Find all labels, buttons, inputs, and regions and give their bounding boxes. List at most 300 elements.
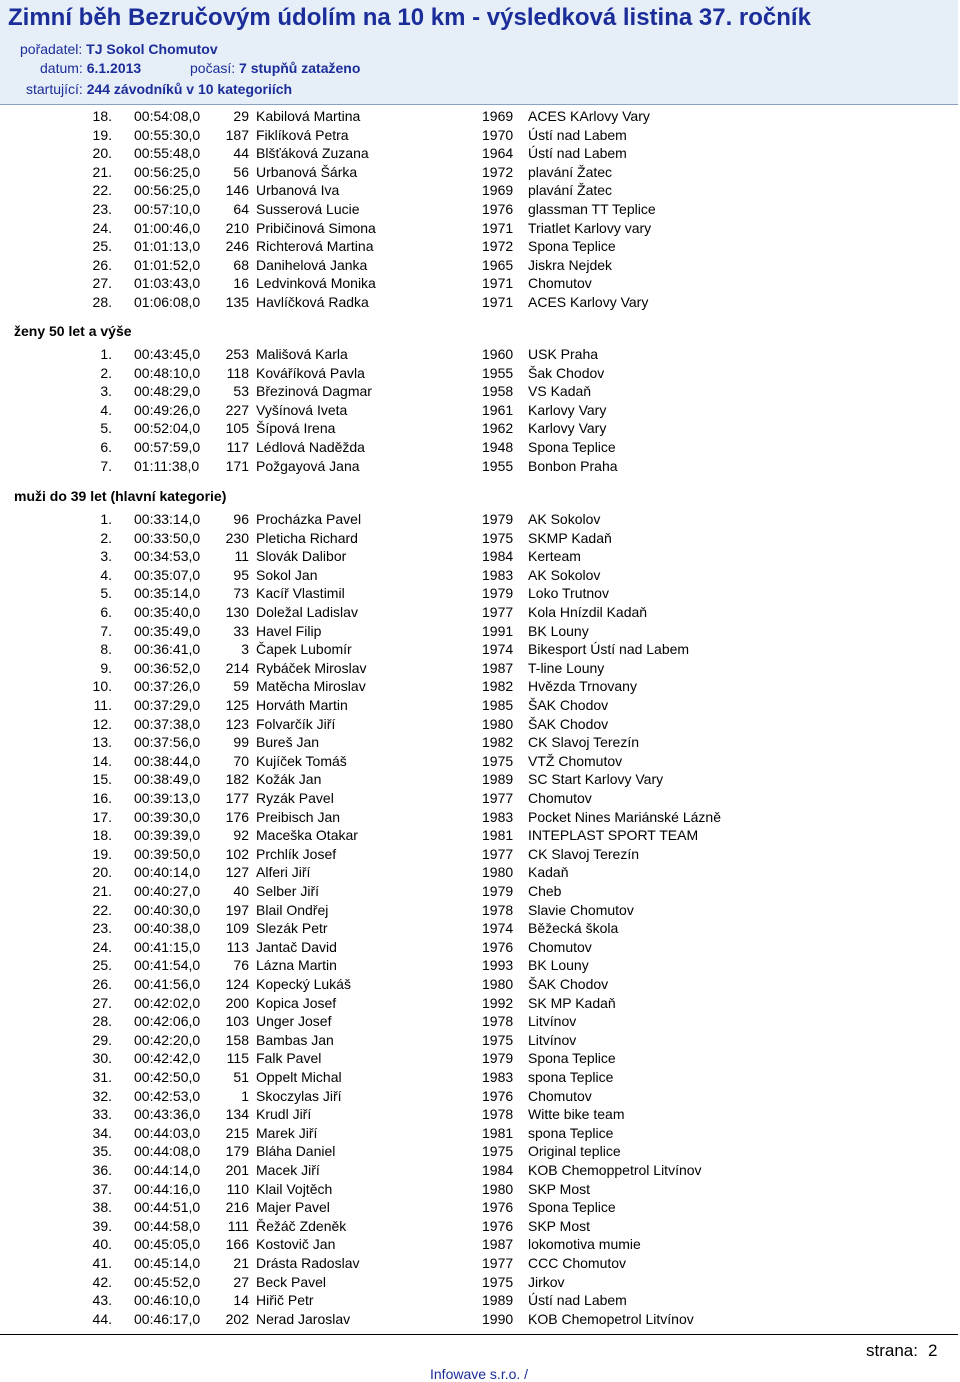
cell-club: AK Sokolov <box>528 511 601 527</box>
cell-rank: 3. <box>100 383 112 400</box>
cell-time: 00:37:29,0 <box>134 697 201 713</box>
cell-name: Horváth Martin <box>256 697 348 713</box>
date-value: 6.1.2013 <box>86 60 142 76</box>
cell-birth-year: 1975 <box>482 1273 514 1290</box>
cell-bib: 227 <box>225 401 249 418</box>
cell-rank: 26. <box>92 256 112 273</box>
cell-name: Kopica Josef <box>256 994 337 1011</box>
cell-time: 00:42:50,0 <box>134 1069 201 1085</box>
cell-rank: 16. <box>92 790 112 806</box>
cell-rank: 22. <box>92 901 112 918</box>
cell-rank: 6. <box>100 439 112 455</box>
cell-birth-year: 1987 <box>482 1236 514 1253</box>
result-row <box>0 716 960 734</box>
cell-birth-year: 1978 <box>482 1106 514 1123</box>
cell-club: ACES Karlovy Vary <box>528 294 649 310</box>
organizer-label: pořadatel: <box>20 41 83 57</box>
cell-time: 00:55:30,0 <box>134 126 201 143</box>
cell-time: 00:43:45,0 <box>134 346 201 362</box>
cell-time: 00:35:14,0 <box>134 585 201 602</box>
cell-birth-year: 1980 <box>482 976 514 992</box>
cell-birth-year: 1948 <box>482 439 514 455</box>
cell-name: Březinová Dagmar <box>256 383 372 400</box>
cell-birth-year: 1978 <box>482 901 514 918</box>
cell-birth-year: 1980 <box>482 864 514 881</box>
cell-club: Ústí nad Labem <box>528 1292 627 1309</box>
cell-birth-year: 1982 <box>482 678 514 695</box>
cell-bib: 215 <box>225 1124 249 1141</box>
cell-rank: 21. <box>92 883 112 899</box>
cell-birth-year: 1976 <box>482 1087 514 1104</box>
results-header <box>0 0 958 105</box>
cell-bib: 253 <box>225 346 249 362</box>
cell-name: Sokol Jan <box>256 566 318 583</box>
cell-name: Selber Jiří <box>256 883 320 899</box>
result-row <box>0 678 960 696</box>
cell-birth-year: 1976 <box>482 1199 514 1216</box>
cell-rank: 5. <box>100 420 112 437</box>
cell-time: 00:39:13,0 <box>134 790 201 806</box>
cell-name: Vyšínová Iveta <box>256 401 348 418</box>
cell-rank: 11. <box>93 697 112 713</box>
cell-club: Chomutov <box>528 938 592 955</box>
cell-birth-year: 1981 <box>482 1124 514 1141</box>
cell-name: Čapek Lubomír <box>256 641 352 658</box>
cell-bib: 99 <box>233 734 249 751</box>
cell-rank: 35. <box>92 1143 112 1160</box>
cell-time: 00:44:08,0 <box>134 1143 201 1160</box>
footer-credit: Infowave s.r.o. / <box>430 1366 529 1382</box>
cell-rank: 23. <box>92 920 112 937</box>
cell-birth-year: 1972 <box>482 163 514 180</box>
cell-club: Original teplice <box>528 1143 621 1160</box>
footer-divider <box>0 1334 958 1335</box>
cell-time: 00:45:05,0 <box>134 1236 201 1253</box>
cell-rank: 24. <box>92 219 112 236</box>
result-row <box>0 920 960 938</box>
cell-time: 00:39:30,0 <box>134 808 201 825</box>
cell-birth-year: 1977 <box>482 604 514 620</box>
cell-bib: 102 <box>225 845 249 862</box>
cell-bib: 201 <box>225 1162 249 1178</box>
cell-time: 01:11:38,0 <box>134 457 200 474</box>
cell-rank: 20. <box>92 864 112 881</box>
result-row <box>0 902 960 920</box>
cell-rank: 18. <box>92 827 112 844</box>
cell-name: Ryzák Pavel <box>256 790 334 806</box>
cell-bib: 64 <box>233 201 249 217</box>
cell-bib: 105 <box>225 420 249 437</box>
result-row <box>0 127 960 145</box>
cell-time: 00:40:30,0 <box>134 901 201 918</box>
result-row <box>0 1050 960 1068</box>
cell-time: 00:52:04,0 <box>134 420 201 437</box>
result-row <box>0 1181 960 1199</box>
cell-club: plavání Žatec <box>528 163 613 180</box>
cell-name: Skoczylas Jiří <box>256 1087 342 1104</box>
cell-bib: 246 <box>225 238 249 255</box>
cell-rank: 30. <box>92 1050 112 1067</box>
cell-time: 01:06:08,0 <box>134 294 201 310</box>
cell-bib: 96 <box>233 511 249 527</box>
cell-name: Preibisch Jan <box>256 808 341 825</box>
cell-birth-year: 1980 <box>482 715 514 732</box>
cell-name: Lédlová Naděžda <box>256 439 365 455</box>
cell-name: Šípová Irena <box>256 420 336 437</box>
cell-rank: 39. <box>92 1217 112 1234</box>
cell-name: Kožák Jan <box>256 771 322 788</box>
cell-time: 01:01:13,0 <box>134 238 201 255</box>
cell-name: Drásta Radoslav <box>256 1255 360 1271</box>
cell-club: Chomutov <box>528 790 592 806</box>
cell-birth-year: 1976 <box>482 201 514 217</box>
cell-rank: 3. <box>100 548 112 565</box>
result-row <box>0 771 960 789</box>
cell-rank: 6. <box>100 604 112 620</box>
cell-bib: 59 <box>233 678 249 695</box>
result-row <box>0 623 960 641</box>
cell-time: 00:43:36,0 <box>134 1106 201 1123</box>
cell-name: Krudl Jiří <box>256 1106 312 1123</box>
cell-bib: 210 <box>225 219 249 236</box>
cell-club: ŠAK Chodov <box>528 715 609 732</box>
cell-rank: 2. <box>100 364 112 381</box>
cell-name: Doležal Ladislav <box>256 604 358 620</box>
cell-bib: 127 <box>225 864 249 881</box>
cell-club: Běžecká škola <box>528 920 619 937</box>
cell-bib: 110 <box>226 1180 249 1197</box>
cell-bib: 187 <box>225 126 249 143</box>
cell-club: Spona Teplice <box>528 238 616 255</box>
result-row <box>0 1255 960 1273</box>
cell-time: 00:42:06,0 <box>134 1013 201 1030</box>
cell-club: Chomutov <box>528 275 592 292</box>
result-row <box>0 275 960 293</box>
weather-label: počasí: <box>190 60 236 76</box>
cell-bib: 179 <box>225 1143 249 1160</box>
cell-birth-year: 1980 <box>482 1180 514 1197</box>
result-row <box>0 257 960 275</box>
cell-bib: 1 <box>241 1087 249 1104</box>
cell-time: 00:37:38,0 <box>134 715 201 732</box>
cell-name: Prchlík Josef <box>256 845 337 862</box>
cell-time: 00:35:49,0 <box>134 622 201 639</box>
cell-club: VTŽ Chomutov <box>528 752 623 769</box>
cell-rank: 27. <box>92 275 112 292</box>
cell-time: 00:46:10,0 <box>134 1292 201 1309</box>
cell-birth-year: 1992 <box>482 994 514 1011</box>
cell-birth-year: 1977 <box>482 790 514 806</box>
result-row <box>0 439 960 457</box>
cell-time: 00:35:07,0 <box>134 566 201 583</box>
cell-time: 00:36:52,0 <box>134 659 201 676</box>
result-row <box>0 883 960 901</box>
cell-club: glassman TT Teplice <box>528 201 656 217</box>
cell-name: Urbanová Šárka <box>256 163 358 180</box>
result-row <box>0 182 960 200</box>
cell-name: Maceška Otakar <box>256 827 358 844</box>
cell-club: Kola Hnízdil Kadaň <box>528 604 648 620</box>
cell-club: KOB Chemopetrol Litvínov <box>528 1310 694 1327</box>
result-row <box>0 220 960 238</box>
result-row <box>0 346 960 364</box>
cell-name: Oppelt Michal <box>256 1069 342 1085</box>
cell-rank: 10. <box>92 678 112 695</box>
cell-bib: 134 <box>225 1106 249 1123</box>
result-row <box>0 238 960 256</box>
result-row <box>0 1236 960 1254</box>
result-row <box>0 402 960 420</box>
cell-bib: 76 <box>233 957 249 974</box>
cell-bib: 125 <box>225 697 249 713</box>
result-row <box>0 1069 960 1087</box>
cell-bib: 21 <box>233 1255 249 1271</box>
result-row <box>0 827 960 845</box>
cell-club: Ústí nad Labem <box>528 126 627 143</box>
result-row <box>0 1274 960 1292</box>
cell-name: Klail Vojtěch <box>256 1180 333 1197</box>
cell-bib: 103 <box>225 1013 249 1030</box>
cell-birth-year: 1960 <box>482 346 514 362</box>
cell-birth-year: 1987 <box>482 659 514 676</box>
date-label: datum: <box>40 60 83 76</box>
cell-birth-year: 1975 <box>482 1031 514 1048</box>
cell-name: Richterová Martina <box>256 238 374 255</box>
page-number <box>866 1341 937 1361</box>
result-row <box>0 1162 960 1180</box>
cell-birth-year: 1976 <box>482 1217 514 1234</box>
cell-time: 00:42:42,0 <box>134 1050 201 1067</box>
cell-bib: 33 <box>233 622 249 639</box>
cell-rank: 26. <box>92 976 112 992</box>
cell-club: KOB Chemoppetrol Litvínov <box>528 1162 702 1178</box>
result-row <box>0 1311 960 1329</box>
cell-club: ŠAK Chodov <box>528 697 609 713</box>
cell-name: Ledvinková Monika <box>256 275 376 292</box>
cell-club: Kadaň <box>528 864 569 881</box>
cell-time: 00:39:39,0 <box>134 827 201 844</box>
cell-bib: 73 <box>233 585 249 602</box>
cell-birth-year: 1985 <box>482 697 514 713</box>
cell-birth-year: 1977 <box>482 1255 514 1271</box>
cell-birth-year: 1990 <box>482 1310 514 1327</box>
weather-value: 7 stupňů zataženo <box>239 60 361 76</box>
result-row <box>0 1218 960 1236</box>
cell-bib: 11 <box>234 548 249 565</box>
cell-time: 01:01:52,0 <box>134 256 201 273</box>
cell-club: CK Slavoj Terezín <box>528 845 640 862</box>
cell-name: Danihelová Janka <box>256 256 368 273</box>
cell-name: Kostovič Jan <box>256 1236 336 1253</box>
cell-club: AK Sokolov <box>528 566 601 583</box>
cell-club: VS Kadaň <box>528 383 592 400</box>
cell-name: Bláha Daniel <box>256 1143 336 1160</box>
participants-label: startující: <box>26 81 83 97</box>
cell-time: 00:48:29,0 <box>134 383 201 400</box>
cell-rank: 25. <box>92 957 112 974</box>
cell-name: Bureš Jan <box>256 734 320 751</box>
cell-bib: 171 <box>225 457 249 474</box>
page-number-value: 2 <box>927 1341 938 1360</box>
cell-bib: 117 <box>226 439 249 455</box>
cell-rank: 41. <box>92 1255 112 1271</box>
cell-birth-year: 1989 <box>482 771 514 788</box>
cell-bib: 56 <box>233 163 249 180</box>
result-row <box>0 585 960 603</box>
cell-birth-year: 1979 <box>482 883 514 899</box>
cell-name: Pleticha Richard <box>256 529 358 546</box>
result-row <box>0 1199 960 1217</box>
cell-time: 00:41:54,0 <box>134 957 201 974</box>
cell-bib: 111 <box>227 1217 249 1234</box>
cell-name: Požgayová Jana <box>256 457 360 474</box>
cell-club: CCC Chomutov <box>528 1255 627 1271</box>
cell-bib: 197 <box>225 901 249 918</box>
cell-time: 00:48:10,0 <box>134 364 201 381</box>
cell-name: Procházka Pavel <box>256 511 362 527</box>
cell-name: Unger Josef <box>256 1013 332 1030</box>
cell-club: ACES KArlovy Vary <box>528 108 650 124</box>
cell-rank: 20. <box>92 145 112 162</box>
date-line <box>40 60 141 76</box>
cell-rank: 23. <box>92 201 112 217</box>
result-row <box>0 957 960 975</box>
cell-bib: 115 <box>226 1050 249 1067</box>
cell-rank: 28. <box>92 1013 112 1030</box>
cell-name: Kováříková Pavla <box>256 364 365 381</box>
result-row <box>0 790 960 808</box>
cell-birth-year: 1964 <box>482 145 514 162</box>
cell-name: Hiřič Petr <box>256 1292 314 1309</box>
cell-name: Lázna Martin <box>256 957 337 974</box>
cell-club: SKMP Kadaň <box>528 529 612 546</box>
cell-club: Slavie Chomutov <box>528 901 634 918</box>
cell-birth-year: 1970 <box>482 126 514 143</box>
cell-time: 00:45:14,0 <box>134 1255 201 1271</box>
result-row <box>0 734 960 752</box>
cell-bib: 14 <box>233 1292 249 1309</box>
cell-time: 00:33:50,0 <box>134 529 201 546</box>
cell-club: Chomutov <box>528 1087 592 1104</box>
cell-time: 00:42:02,0 <box>134 994 201 1011</box>
cell-birth-year: 1962 <box>482 420 514 437</box>
cell-rank: 38. <box>92 1199 112 1216</box>
cell-time: 00:44:16,0 <box>134 1180 201 1197</box>
result-row <box>0 108 960 126</box>
cell-club: plavání Žatec <box>528 182 613 199</box>
cell-bib: 216 <box>225 1199 249 1216</box>
cell-club: Litvínov <box>528 1031 577 1048</box>
result-row <box>0 511 960 529</box>
cell-birth-year: 1993 <box>482 957 514 974</box>
cell-name: Urbanová Iva <box>256 182 340 199</box>
category-heading: ženy 50 let a výše <box>14 323 132 339</box>
cell-time: 00:49:26,0 <box>134 401 201 418</box>
cell-birth-year: 1984 <box>482 1162 514 1178</box>
cell-time: 00:57:59,0 <box>134 439 201 455</box>
cell-time: 00:35:40,0 <box>134 604 201 620</box>
cell-time: 01:00:46,0 <box>134 219 201 236</box>
cell-rank: 42. <box>92 1273 112 1290</box>
cell-bib: 29 <box>233 108 249 124</box>
cell-bib: 16 <box>233 275 249 292</box>
cell-club: Bikesport Ústí nad Labem <box>528 641 690 658</box>
cell-rank: 2. <box>100 529 112 546</box>
cell-bib: 130 <box>225 604 249 620</box>
cell-club: Witte bike team <box>528 1106 625 1123</box>
cell-rank: 33. <box>92 1106 112 1123</box>
cell-name: Matěcha Miroslav <box>256 678 366 695</box>
cell-club: SC Start Karlovy Vary <box>528 771 664 788</box>
cell-name: Blail Ondřej <box>256 901 329 918</box>
cell-bib: 92 <box>233 827 249 844</box>
cell-name: Blšťáková Zuzana <box>256 145 369 162</box>
cell-birth-year: 1979 <box>482 511 514 527</box>
cell-birth-year: 1983 <box>482 566 514 583</box>
cell-name: Marek Jiří <box>256 1124 318 1141</box>
cell-club: BK Louny <box>528 957 589 974</box>
cell-club: Karlovy Vary <box>528 401 607 418</box>
cell-club: lokomotiva mumie <box>528 1236 641 1253</box>
cell-time: 00:39:50,0 <box>134 845 201 862</box>
cell-club: SKP Most <box>528 1217 590 1234</box>
cell-club: ŠAK Chodov <box>528 976 609 992</box>
cell-time: 00:38:44,0 <box>134 752 201 769</box>
result-row <box>0 1088 960 1106</box>
organizer-line <box>20 41 218 57</box>
cell-name: Folvarčík Jiří <box>256 715 336 732</box>
cell-rank: 7. <box>100 622 112 639</box>
cell-bib: 166 <box>225 1236 249 1253</box>
result-row <box>0 809 960 827</box>
cell-rank: 17. <box>92 808 112 825</box>
cell-rank: 5. <box>100 585 112 602</box>
cell-name: Rybáček Miroslav <box>256 659 367 676</box>
cell-bib: 68 <box>233 256 249 273</box>
cell-rank: 19. <box>92 845 112 862</box>
cell-bib: 214 <box>225 659 249 676</box>
cell-birth-year: 1978 <box>482 1013 514 1030</box>
cell-birth-year: 1981 <box>482 827 514 844</box>
cell-name: Řežáč Zdeněk <box>256 1217 347 1234</box>
cell-rank: 14. <box>92 752 112 769</box>
cell-rank: 13. <box>92 734 112 751</box>
cell-bib: 51 <box>233 1069 249 1085</box>
cell-rank: 43. <box>92 1292 112 1309</box>
cell-name: Alferi Jiří <box>256 864 311 881</box>
result-row <box>0 976 960 994</box>
cell-club: CK Slavoj Terezín <box>528 734 640 751</box>
cell-birth-year: 1975 <box>482 529 514 546</box>
category-heading: muži do 39 let (hlavní kategorie) <box>14 488 227 504</box>
result-row <box>0 420 960 438</box>
cell-time: 00:37:56,0 <box>134 734 201 751</box>
cell-birth-year: 1961 <box>482 401 514 418</box>
cell-rank: 36. <box>92 1162 112 1178</box>
result-row <box>0 164 960 182</box>
cell-time: 00:56:25,0 <box>134 163 201 180</box>
result-row <box>0 995 960 1013</box>
cell-bib: 202 <box>225 1310 249 1327</box>
cell-name: Kopecký Lukáš <box>256 976 351 992</box>
cell-club: Ústí nad Labem <box>528 145 627 162</box>
cell-birth-year: 1983 <box>482 1069 514 1085</box>
cell-time: 00:34:53,0 <box>134 548 201 565</box>
cell-birth-year: 1976 <box>482 938 514 955</box>
cell-birth-year: 1991 <box>482 622 514 639</box>
cell-rank: 19. <box>92 126 112 143</box>
cell-bib: 44 <box>233 145 249 162</box>
